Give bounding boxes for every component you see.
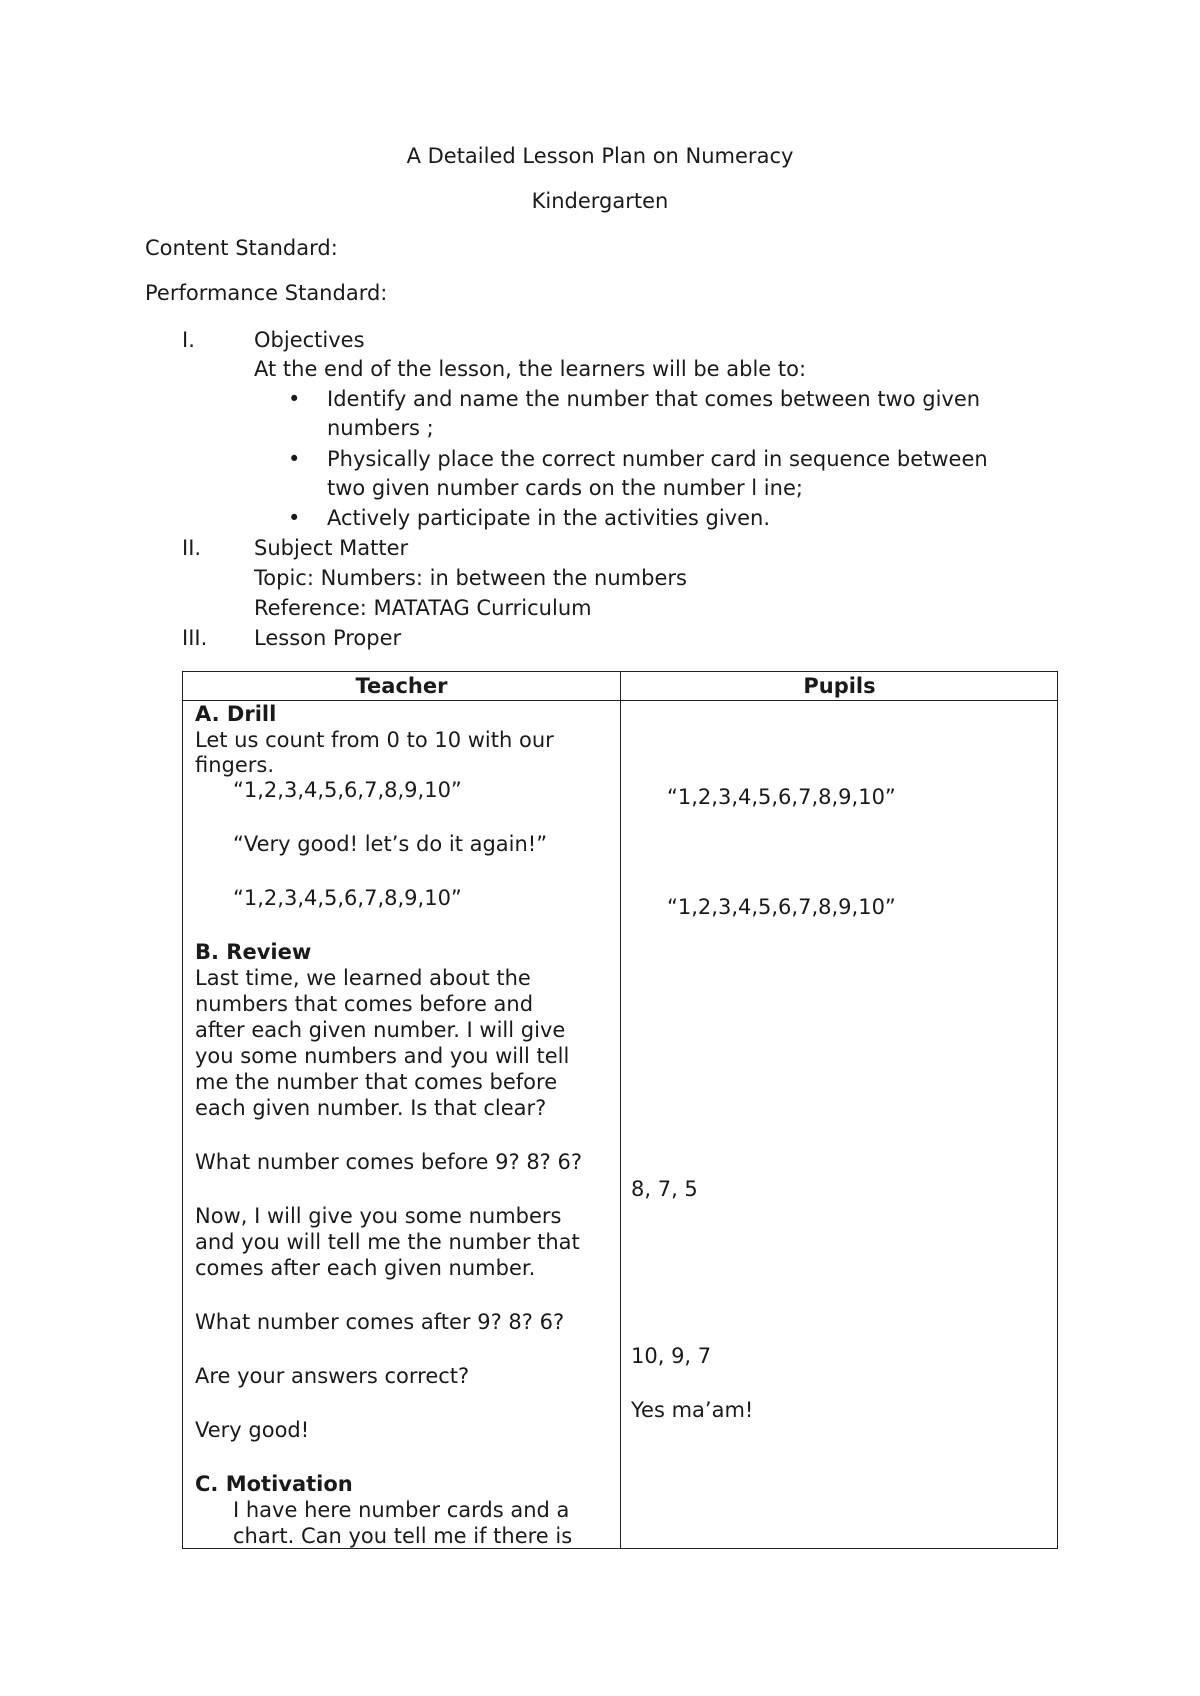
- section-numeral-objectives: I.: [182, 328, 195, 352]
- after-intro-line-3: comes after each given number.: [195, 1256, 536, 1280]
- review-line-5: me the number that comes before: [195, 1070, 558, 1094]
- review-line-4: you some numbers and you will tell: [195, 1044, 570, 1068]
- motivation-line-2: chart. Can you tell me if there is: [233, 1524, 573, 1548]
- section-numeral-subject-matter: II.: [182, 536, 202, 560]
- review-line-3: after each given number. I will give: [195, 1018, 566, 1042]
- table-header-teacher: Teacher: [355, 674, 448, 698]
- very-good-text: Very good!: [195, 1418, 310, 1442]
- objective-item-2-line2: two given number cards on the number l ine;: [327, 476, 803, 500]
- objective-item-1-line2: numbers ;: [327, 416, 434, 440]
- pupils-count-2: “1,2,3,4,5,6,7,8,9,10”: [667, 895, 896, 919]
- bullet-icon: •: [288, 447, 301, 471]
- motivation-heading: C. Motivation: [195, 1472, 353, 1496]
- correct-question: Are your answers correct?: [195, 1364, 470, 1388]
- table-column-divider: [620, 672, 621, 1548]
- drill-line-2: fingers.: [195, 753, 275, 777]
- section-label-subject-matter: Subject Matter: [254, 536, 409, 560]
- after-intro-line-2: and you will tell me the number that: [195, 1230, 580, 1254]
- drill-count-2: “1,2,3,4,5,6,7,8,9,10”: [233, 886, 462, 910]
- subject-reference: Reference: MATATAG Curriculum: [254, 596, 592, 620]
- lesson-table: [182, 671, 1058, 1549]
- section-label-objectives: Objectives: [254, 328, 365, 352]
- review-line-2: numbers that comes before and: [195, 992, 534, 1016]
- before-question: What number comes before 9? 8? 6?: [195, 1150, 583, 1174]
- drill-again: “Very good! let’s do it again!”: [233, 832, 548, 856]
- after-intro-line-1: Now, I will give you some numbers: [195, 1204, 562, 1228]
- table-header-divider: [183, 700, 1057, 701]
- document-title: A Detailed Lesson Plan on Numeracy: [406, 144, 794, 168]
- objectives-intro: At the end of the lesson, the learners will be able to:: [254, 357, 807, 381]
- table-header-pupils: Pupils: [803, 674, 876, 698]
- drill-line-1: Let us count from 0 to 10 with our: [195, 728, 554, 752]
- section-label-lesson-proper: Lesson Proper: [254, 626, 402, 650]
- pupils-yes-answer: Yes ma’am!: [631, 1398, 754, 1422]
- review-line-6: each given number. Is that clear?: [195, 1096, 547, 1120]
- drill-heading: A. Drill: [195, 702, 277, 726]
- drill-count-1: “1,2,3,4,5,6,7,8,9,10”: [233, 778, 462, 802]
- document-subtitle: Kindergarten: [531, 189, 669, 213]
- objective-item-2-line1: Physically place the correct number card in sequence between: [327, 447, 988, 471]
- performance-standard-label: Performance Standard:: [145, 281, 388, 305]
- pupils-count-1: “1,2,3,4,5,6,7,8,9,10”: [667, 785, 896, 809]
- bullet-icon: •: [288, 387, 301, 411]
- objective-item-3-line1: Actively participate in the activities given.: [327, 506, 771, 530]
- motivation-line-1: I have here number cards and a: [233, 1498, 570, 1522]
- subject-topic: Topic: Numbers: in between the numbers: [254, 566, 687, 590]
- pupils-after-answer: 10, 9, 7: [631, 1344, 712, 1368]
- bullet-icon: •: [288, 506, 301, 530]
- objective-item-1-line1: Identify and name the number that comes between two given: [327, 387, 981, 411]
- review-heading: B. Review: [195, 940, 312, 964]
- content-standard-label: Content Standard:: [145, 236, 338, 260]
- pupils-before-answer: 8, 7, 5: [631, 1177, 698, 1201]
- after-question: What number comes after 9? 8? 6?: [195, 1310, 565, 1334]
- review-line-1: Last time, we learned about the: [195, 966, 531, 990]
- section-numeral-lesson-proper: III.: [182, 626, 208, 650]
